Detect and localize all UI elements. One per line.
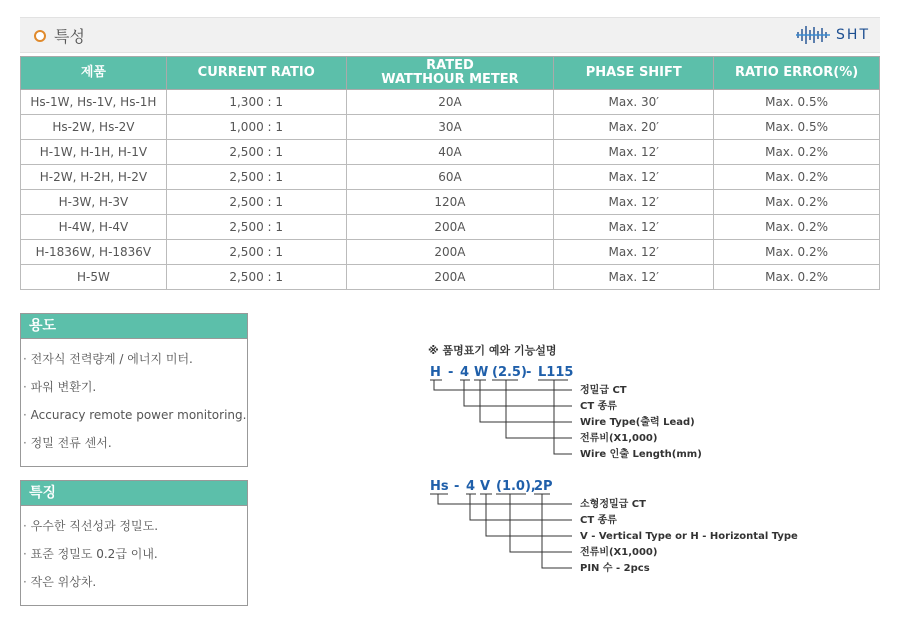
table-cell: Max. 12′ (554, 265, 714, 290)
waveform-logo-icon (796, 24, 832, 46)
table-row (21, 90, 880, 115)
code2-part: (1.0), (496, 479, 536, 494)
table-cell: 60A (346, 165, 554, 190)
col-header-ratio-error: RATIO ERROR(%) (714, 57, 880, 90)
code1-part: H (430, 365, 441, 380)
table-cell: Max. 0.2% (714, 165, 880, 190)
code1-label: 정밀급 CT (580, 385, 627, 396)
table-cell: Hs-1W, Hs-1V, Hs-1H (21, 90, 167, 115)
table-cell: H-4W, H-4V (21, 215, 167, 240)
col-header-rated-line2: WATTHOUR METER (381, 72, 519, 87)
table-cell: 2,500 : 1 (166, 215, 346, 240)
table-cell: 2,500 : 1 (166, 190, 346, 215)
table-row (21, 190, 880, 215)
table-cell: 1,300 : 1 (166, 90, 346, 115)
col-header-product: 제품 (21, 57, 167, 90)
usage-box (20, 313, 248, 467)
code1-part: W (474, 365, 489, 380)
code1-label: 전류비(X1,000) (580, 433, 658, 444)
logo-text: SHT (836, 27, 870, 43)
section-title: 특성 (54, 27, 85, 46)
list-item: · 파워 변환기. (21, 373, 247, 401)
col-header-rated-line1: RATED (426, 58, 474, 73)
table-row (21, 240, 880, 265)
table-cell: Max. 0.5% (714, 90, 880, 115)
list-item: · 작은 위상차. (21, 568, 247, 596)
table-cell: Max. 0.2% (714, 140, 880, 165)
table-cell: 40A (346, 140, 554, 165)
list-item: · 전자식 전력량계 / 에너지 미터. (21, 345, 247, 373)
table-cell: H-3W, H-3V (21, 190, 167, 215)
table-cell: Max. 12′ (554, 190, 714, 215)
spec-table (20, 56, 880, 290)
table-cell: 20A (346, 90, 554, 115)
features-box (20, 480, 248, 606)
table-cell: H-1836W, H-1836V (21, 240, 167, 265)
table-cell: 30A (346, 115, 554, 140)
code2-part: 2P (534, 479, 553, 494)
code1-label: CT 종류 (580, 401, 617, 412)
table-cell: Max. 0.2% (714, 265, 880, 290)
section-header (20, 17, 880, 53)
company-logo (796, 24, 870, 46)
table-cell: 1,000 : 1 (166, 115, 346, 140)
table-cell: Max. 0.2% (714, 215, 880, 240)
features-title: 특징 (21, 481, 247, 506)
table-cell: 2,500 : 1 (166, 240, 346, 265)
code2-label: 소형정밀급 CT (580, 499, 646, 510)
part-number-diagram-svg (422, 340, 862, 580)
code2-part: Hs (430, 479, 449, 494)
table-cell: Max. 0.2% (714, 240, 880, 265)
code1-label: Wire Type(출력 Lead) (580, 417, 695, 428)
col-header-rated-meter (346, 57, 554, 90)
usage-title: 용도 (21, 314, 247, 339)
code2-label: CT 종류 (580, 515, 617, 526)
table-cell: Hs-2W, Hs-2V (21, 115, 167, 140)
code1-part: L115 (538, 365, 574, 380)
list-item: · 우수한 직선성과 정밀도. (21, 512, 247, 540)
code1-part: - (448, 365, 454, 380)
code2-part: 4 (466, 479, 476, 494)
table-cell: 200A (346, 215, 554, 240)
code2-label: V - Vertical Type or H - Horizontal Type (580, 531, 798, 542)
table-cell: 200A (346, 240, 554, 265)
code1-part: - (526, 365, 532, 380)
code2-part: - (454, 479, 460, 494)
code2-label: PIN 수 - 2pcs (580, 563, 650, 574)
list-item: · 표준 정밀도 0.2급 이내. (21, 540, 247, 568)
circle-bullet-icon (34, 30, 46, 42)
table-cell: H-5W (21, 265, 167, 290)
table-cell: 200A (346, 265, 554, 290)
table-cell: Max. 0.5% (714, 115, 880, 140)
table-cell: 120A (346, 190, 554, 215)
table-cell: Max. 30′ (554, 90, 714, 115)
code1-part: (2.5) (492, 365, 527, 380)
table-row (21, 165, 880, 190)
part-number-diagram (422, 340, 862, 580)
col-header-current-ratio: CURRENT RATIO (166, 57, 346, 90)
table-cell: 2,500 : 1 (166, 265, 346, 290)
code1-part: 4 (460, 365, 470, 380)
code2-label: 전류비(X1,000) (580, 547, 658, 558)
list-item: · Accuracy remote power monitoring. (21, 401, 247, 429)
table-cell: Max. 12′ (554, 165, 714, 190)
table-cell: 2,500 : 1 (166, 165, 346, 190)
diagram-title: ※ 품명표기 예와 기능설명 (428, 344, 557, 357)
code1-label: Wire 인출 Length(mm) (580, 449, 702, 460)
table-cell: 2,500 : 1 (166, 140, 346, 165)
table-cell: Max. 0.2% (714, 190, 880, 215)
table-row (21, 115, 880, 140)
table-cell: Max. 12′ (554, 140, 714, 165)
usage-list (21, 339, 247, 461)
list-item: · 정밀 전류 센서. (21, 429, 247, 457)
code2-part: V (480, 479, 491, 494)
table-cell: Max. 20′ (554, 115, 714, 140)
table-row (21, 215, 880, 240)
table-cell: H-1W, H-1H, H-1V (21, 140, 167, 165)
table-cell: Max. 12′ (554, 215, 714, 240)
table-cell: H-2W, H-2H, H-2V (21, 165, 167, 190)
table-row (21, 140, 880, 165)
table-row (21, 265, 880, 290)
table-cell: Max. 12′ (554, 240, 714, 265)
table-header-row (21, 57, 880, 90)
features-list (21, 506, 247, 600)
col-header-phase-shift: PHASE SHIFT (554, 57, 714, 90)
